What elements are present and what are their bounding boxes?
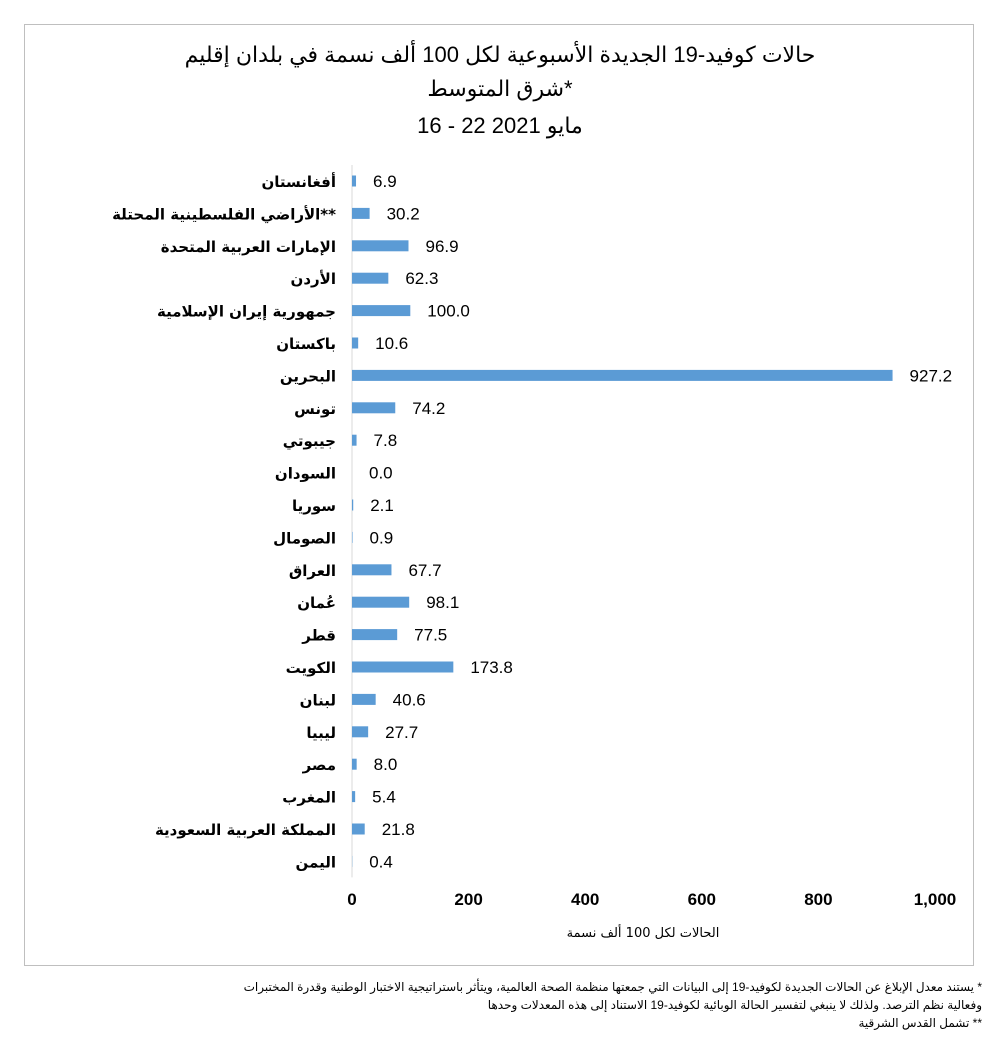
data-label: 6.9 <box>373 172 397 191</box>
data-label: 40.6 <box>392 690 426 710</box>
data-label: 30.2 <box>386 204 420 224</box>
bar <box>352 176 356 187</box>
data-label: 0.9 <box>369 528 394 548</box>
bar <box>352 791 355 802</box>
category-label: أفغانستان <box>261 173 336 191</box>
category-label: الصومال <box>273 529 336 548</box>
category-label: جمهورية إيران الإسلامية <box>157 302 336 321</box>
category-label: البحرين <box>279 367 336 386</box>
category-label: الكويت <box>285 659 336 677</box>
category-label: المغرب <box>282 788 336 807</box>
bar <box>352 208 370 219</box>
bar <box>352 402 395 413</box>
data-label: 8.0 <box>373 755 398 775</box>
bar <box>352 305 410 316</box>
data-label: 100.0 <box>427 301 470 321</box>
data-label: 27.7 <box>385 722 419 742</box>
category-label: الإمارات العربية المتحدة <box>160 237 336 256</box>
category-label: قطر <box>302 626 336 645</box>
bar <box>352 759 357 770</box>
category-label: لبنان <box>299 691 336 710</box>
category-label: السودان <box>274 464 336 483</box>
data-label: 0.0 <box>369 463 393 483</box>
data-label: 173.8 <box>470 658 513 677</box>
chart-title-line-3: 16 - 22 مايو 2021 <box>417 113 583 138</box>
x-tick-label: 1,000 <box>913 890 957 909</box>
data-label: 927.2 <box>909 366 953 386</box>
bar <box>352 435 357 446</box>
category-label: سوريا <box>291 497 336 515</box>
data-label: 2.1 <box>370 496 394 515</box>
chart-title-line-1: حالات كوفيد-19 الجديدة الأسبوعية لكل 100 ألف نسمة في بلدان إقليم <box>184 42 816 67</box>
data-label: 77.5 <box>414 625 448 645</box>
bar <box>352 629 397 640</box>
x-axis-label: الحالات لكل 100 ألف نسمة <box>566 926 720 941</box>
category-label: جيبوتي <box>282 432 336 451</box>
bar <box>352 370 893 381</box>
bar <box>352 273 388 284</box>
category-label: العراق <box>288 561 336 580</box>
data-label: 21.8 <box>381 820 415 839</box>
x-tick-label: 200 <box>454 890 483 909</box>
x-tick-label: 600 <box>687 890 716 909</box>
category-label: مصر <box>302 756 336 775</box>
bar <box>352 726 368 737</box>
category-label: الأراضي الفلسطينية المحتلة** <box>112 205 336 224</box>
data-label: 0.4 <box>369 852 393 872</box>
category-label: المملكة العربية السعودية <box>154 821 336 839</box>
bar <box>352 532 353 543</box>
bar <box>352 597 409 608</box>
data-label: 96.9 <box>425 236 459 256</box>
data-label: 10.6 <box>375 334 409 353</box>
bar <box>352 564 391 575</box>
x-tick-label: 400 <box>571 890 600 909</box>
bar <box>352 338 358 349</box>
x-tick-label: 800 <box>804 890 833 909</box>
category-label: باكستان <box>276 335 336 353</box>
footnote-3: ** تشمل القدس الشرقية <box>858 1016 982 1030</box>
category-label: عُمان <box>297 594 336 613</box>
category-label: الأردن <box>290 270 336 289</box>
chart-title-line-2: شرق المتوسط* <box>427 76 573 101</box>
data-label: 5.4 <box>372 787 396 807</box>
footnote-2: وفعالية نظم الترصد. ولذلك لا ينبغي لتفسير الحالة الوبائية لكوفيد-19 الاستناد إلى هذه المعدلات وحدها <box>487 998 982 1012</box>
data-label: 67.7 <box>408 560 442 580</box>
bar <box>352 500 353 511</box>
data-label: 7.8 <box>373 431 398 451</box>
bar <box>352 694 376 705</box>
bar <box>352 824 365 835</box>
data-label: 74.2 <box>412 398 446 418</box>
category-label: ليبيا <box>306 723 336 742</box>
footnote-1: * يستند معدل الإبلاغ عن الحالات الجديدة لكوفيد-19 إلى البيانات التي جمعتها منظمة الصحة العالمية، ويتأثر باستراتيجية الاختبار الوطنية وقدرة المختبرات <box>243 980 982 994</box>
footnotes <box>0 978 982 1032</box>
x-tick-label: 0 <box>347 890 357 909</box>
data-label: 98.1 <box>426 593 460 613</box>
data-label: 62.3 <box>405 269 439 289</box>
category-label: اليمن <box>295 853 336 872</box>
category-label: تونس <box>294 399 336 418</box>
bar <box>352 240 408 251</box>
bar <box>352 662 453 673</box>
